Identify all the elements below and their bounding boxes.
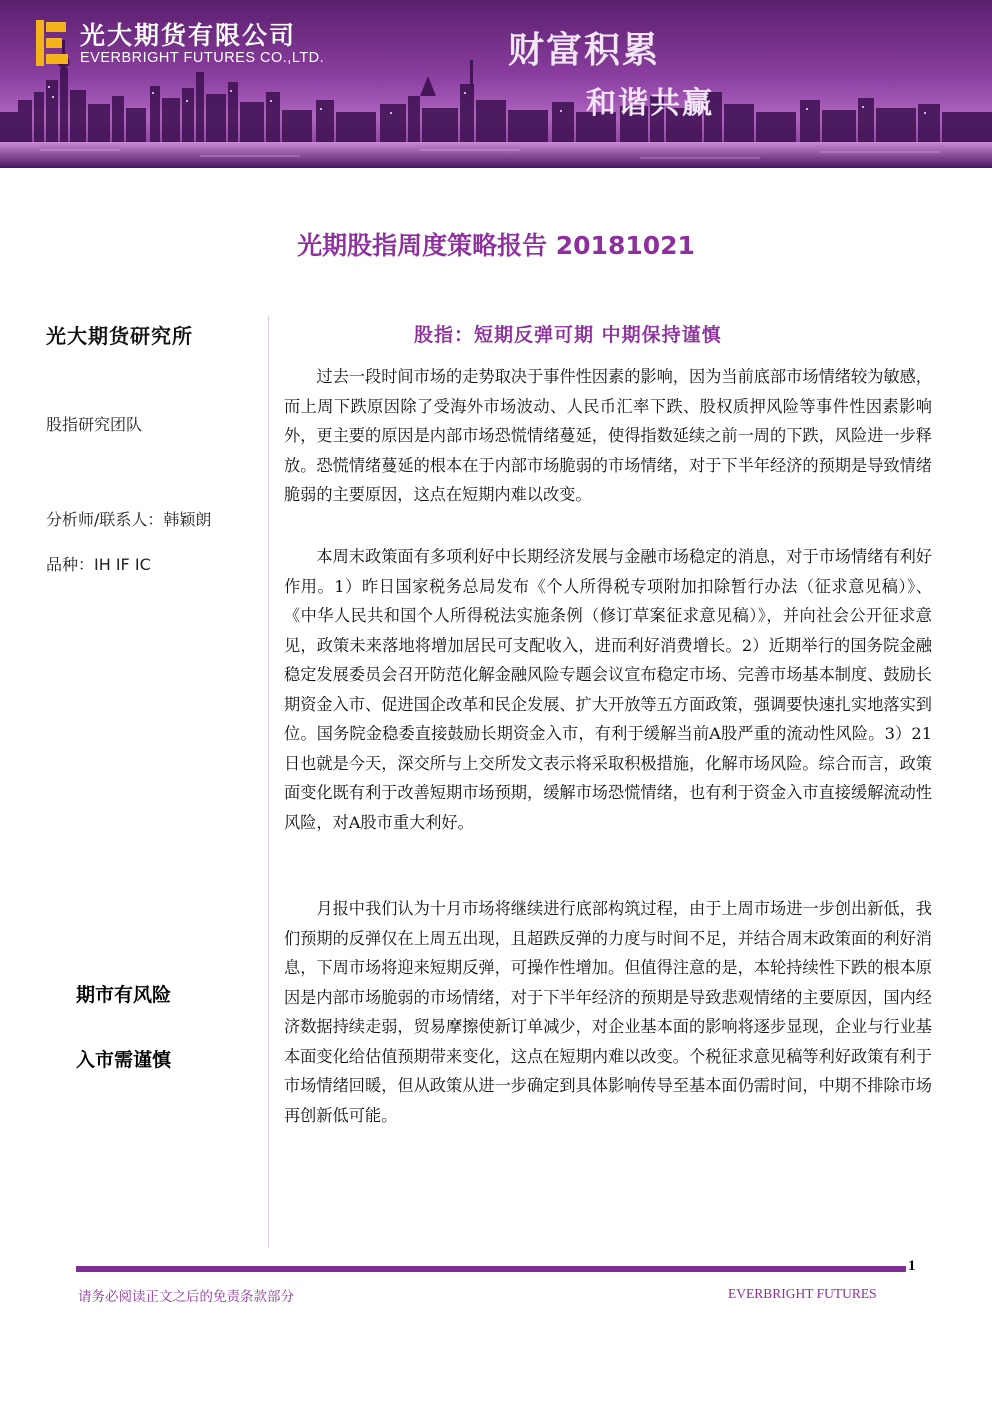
header-banner [0,0,992,168]
page-number: 1 [908,1258,916,1274]
everbright-logo-icon [36,20,70,66]
paragraph-2: 本周末政策面有多项利好中长期经济发展与金融市场稳定的消息，对于市场情绪有利好作用。1）昨日国家税务总局发布《个人所得税专项附加扣除暂行办法（征求意见稿）》、《中华人民共和国个人所得税法实施条例（修订草案征求意见稿）》，并向社会公开征求意见，政策未来落地将增加居民可支配收入，进而利好消费增长。2）近期举行的国务院金融稳定发展委员会召开防范化解金融风险专题会议宣布稳定市场、完善市场基本制度、鼓励长期资金入市、促进国企改革和民企发展、扩大开放等五方面政策，强调要快速扎实地落实到位。国务院金稳委直接鼓励长期资金入市，有利于缓解当前A股严重的流动性风险。3）21日也就是今天，深交所与上交所发文表示将采取积极措施，化解市场风险。综合而言，政策面变化既有利于改善短期市场预期，缓解市场恐慌情绪，也有利于资金入市直接缓解流动性风险，对A股市重大利好。 [284,547,932,832]
slogan-line-1: 财富积累 [508,30,661,71]
section-title: 股指：短期反弹可期 中期保持谨慎 [414,324,722,346]
report-title: 光期股指周度策略报告 20181021 [297,231,695,260]
company-name-cn: 光大期货有限公司 [80,21,297,50]
footer-brand: EVERBRIGHT FUTURES [728,1286,877,1301]
company-name-en: EVERBRIGHT FUTURES CO.,LTD. [80,50,325,66]
paragraph-3: 月报中我们认为十月市场将继续进行底部构筑过程，由于上周市场进一步创出新低，我们预期的反弹仅在上周五出现，且超跌反弹的力度与时间不足，并结合周末政策面的利好消息，下周市场将迎来短期反弹，可操作性增加。但值得注意的是，本轮持续性下跌的根本原因是内部市场脆弱的市场情绪，对于下半年经济的预期是导致悲观情绪的主要原因，国内经济数据持续走弱，贸易摩擦使新订单减少，对企业基本面的影响将逐步显现，企业与行业基本面变化给估值预期带来变化，这点在短期内难以改变。个税征求意见稿等利好政策有利于市场情绪回暖，但从政策从进一步确定到具体影响传导至基本面仍需时间，中期不排除市场再创新低可能。 [284,899,932,1125]
column-divider [268,316,269,1248]
analyst-contact: 分析师/联系人：韩颖朗 [46,510,212,529]
product-variety: 品种：IH IF IC [46,555,151,574]
research-team: 股指研究团队 [46,415,143,434]
slogan-line-2: 和谐共赢 [586,86,714,121]
paragraph-1: 过去一段时间市场的走势取决于事件性因素的影响，因为当前底部市场情绪较为敏感，而上周下跌原因除了受海外市场波动、人民币汇率下跌、股权质押风险等事件性因素影响外，更主要的原因是内部市场恐慌情绪蔓延，使得指数延续之前一周的下跌，风险进一步释放。恐慌情绪蔓延的根本在于内部市场脆弱的市场情绪，对于下半年经济的预期是导致情绪脆弱的主要原因，这点在短期内难以改变。 [284,367,932,504]
research-institute: 光大期货研究所 [46,324,193,348]
risk-warning-line-1: 期市有风险 [76,984,172,1006]
risk-warning-line-2: 入市需谨慎 [76,1049,172,1071]
disclaimer-note: 请务必阅读正文之后的免责条款部分 [78,1289,294,1305]
footer-divider [76,1266,906,1272]
